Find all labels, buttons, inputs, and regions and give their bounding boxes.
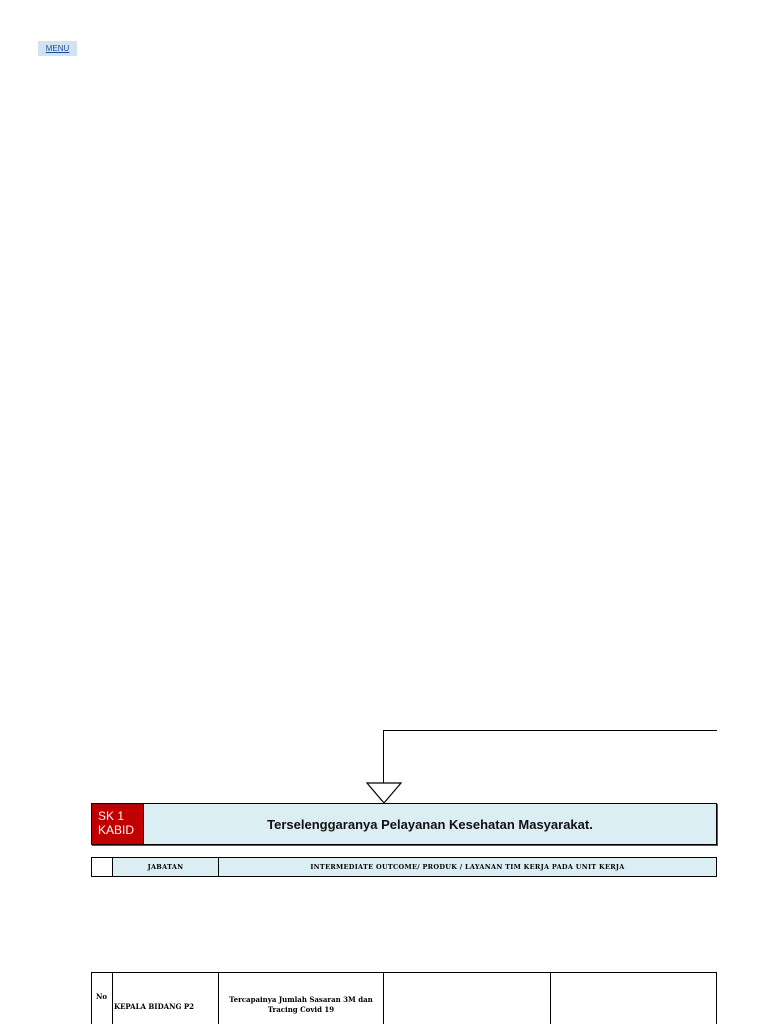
row-cell-4: [384, 973, 551, 1024]
connector-line-vertical: [383, 730, 384, 784]
connector-line-horizontal: [383, 730, 717, 731]
header-jabatan: JABATAN: [113, 858, 219, 876]
row-no: No: [92, 973, 113, 1024]
row-target: Tercapainya Jumlah Sasaran 3M dan Tracing Covid 19: [219, 973, 384, 1024]
sk-title: Terselenggaranya Pelayanan Kesehatan Masyarakat.: [267, 816, 593, 832]
sk-header: [91, 803, 717, 845]
row-jabatan: KEPALA BIDANG P2: [113, 973, 219, 1024]
table-row: [91, 972, 717, 1024]
header-no: [92, 858, 113, 876]
header-outcome: INTERMEDIATE OUTCOME/ PRODUK / LAYANAN TIM KERJA PADA UNIT KERJA: [310, 863, 625, 871]
sk-code-role: KABID: [98, 823, 135, 837]
sk-code-number: SK 1: [98, 809, 125, 823]
arrow-down-icon: [366, 782, 402, 804]
table-header: [91, 857, 717, 877]
sk-code-badge: [92, 804, 144, 844]
menu-link[interactable]: MENU: [38, 41, 77, 56]
row-cell-5: [551, 973, 716, 1024]
